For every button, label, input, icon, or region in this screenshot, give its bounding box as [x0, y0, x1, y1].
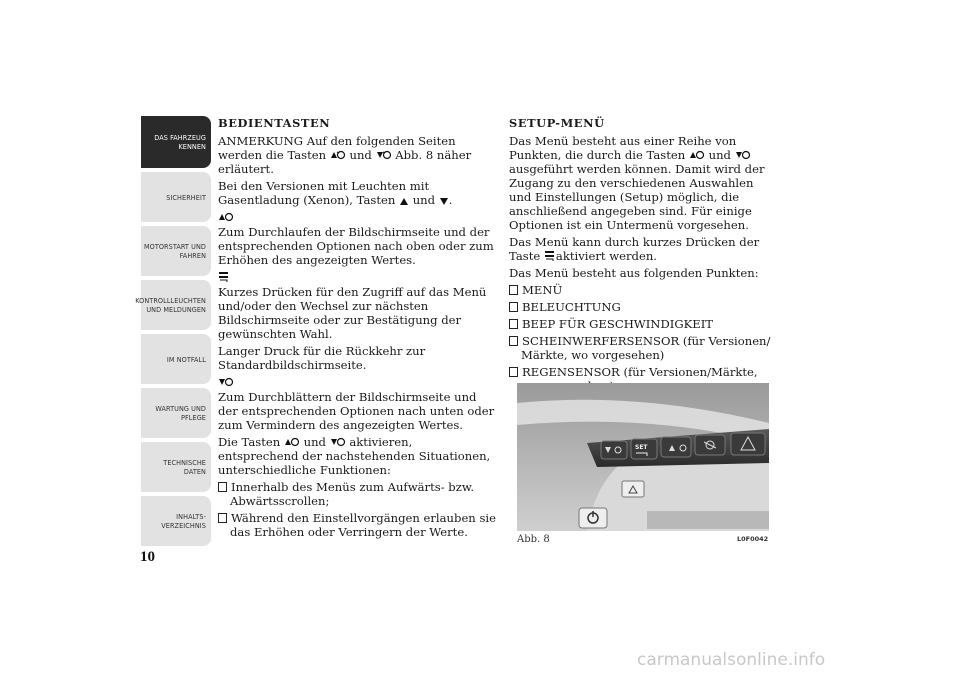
up-arrow-icon: [399, 196, 409, 206]
checkbox-bullet-icon: [218, 513, 227, 523]
down-arrow-icon: [439, 196, 449, 206]
checkbox-bullet-icon: [509, 367, 518, 377]
tab-kontrollleuchten[interactable]: KONTROLLLEUCHTEN UND MELDUNGEN: [141, 280, 211, 330]
section-heading-bedientasten: BEDIENTASTEN: [218, 116, 331, 130]
list-item: Während den Einstellvorgängen erlauben sie das Erhöhen oder Verringern der Werte.: [218, 511, 496, 539]
up-button-description: Zum Durchlaufen der Bildschirmseite und der entsprechenden Optionen nach oben oder zum Erhöhen des angezeigten Wertes.: [218, 225, 494, 267]
tab-inhaltsverzeichnis[interactable]: INHALTS- VERZEICHNIS: [141, 496, 211, 546]
watermark: carmanualsonline.info: [637, 650, 826, 670]
down-light-icon: [218, 375, 234, 388]
list-item: SCHEINWERFERSENSOR (für Versionen/ Märkte, wo vorgesehen): [509, 334, 774, 362]
up-light-icon: [284, 436, 300, 448]
up-light-icon: [218, 210, 234, 223]
up-light-icon: [330, 149, 346, 161]
paragraph-xenon: Bei den Versionen mit Leuchten mit Gasentladung (Xenon), Tasten und .: [218, 179, 453, 207]
checkbox-bullet-icon: [218, 482, 227, 492]
list-item: MENÜ: [509, 283, 774, 297]
section-heading-setup-menu: SETUP-MENÜ: [509, 116, 605, 130]
checkbox-bullet-icon: [509, 285, 518, 295]
down-light-icon: [376, 149, 392, 161]
dashboard-illustration: [517, 383, 769, 531]
up-light-icon: [689, 149, 705, 161]
page-number: 10: [140, 549, 155, 565]
set-button-description-short: Kurzes Drücken für den Zugriff auf das Menü und/oder den Wechsel zur nächsten Bildschirmseite oder zur Bestätigung der gewünschten Wahl.: [218, 285, 487, 341]
sidebar-nav: [135, 116, 211, 550]
tab-das-fahrzeug-kennen[interactable]: DAS FAHRZEUG KENNEN: [141, 116, 211, 168]
figure-caption: Abb. 8: [517, 534, 550, 545]
tab-wartung-und-pflege[interactable]: WARTUNG UND PFLEGE: [141, 388, 211, 438]
list-item: BELEUCHTUNG: [509, 300, 774, 314]
svg-text:SET: SET: [635, 444, 648, 451]
down-button-description: Zum Durchblättern der Bildschirmseite und der entsprechenden Optionen nach unten oder zum Vermindern des angezeigten Wertes.: [218, 390, 495, 432]
paragraph-menu-activation: Das Menü kann durch kurzes Drücken der Taste aktiviert werden.: [509, 235, 760, 263]
set-esc-icon: [218, 270, 230, 283]
checkbox-bullet-icon: [509, 336, 518, 346]
set-button-description-long: Langer Druck für die Rückkehr zur Standardbildschirmseite.: [218, 344, 426, 372]
paragraph-menu-items-intro: Das Menü besteht aus folgenden Punkten:: [509, 266, 759, 280]
paragraph-tasten-aktivieren: Die Tasten und aktivieren, entsprechend der nachstehenden Situationen, unterschiedliche Funktionen:: [218, 435, 491, 477]
list-item: BEEP FÜR GESCHWINDIGKEIT: [509, 317, 774, 331]
tab-motorstart-und-fahren[interactable]: MOTORSTART UND FAHREN: [141, 226, 211, 276]
checkbox-bullet-icon: [509, 302, 518, 312]
paragraph-anmerkung: ANMERKUNG Auf den folgenden Seiten werden die Tasten und Abb. 8 näher erläutert.: [218, 134, 472, 176]
list-item: Innerhalb des Menüs zum Aufwärts- bzw. Abwärtsscrollen;: [218, 480, 496, 508]
figure-code: L0F0042: [737, 535, 769, 543]
figure-dashboard-buttons: [517, 383, 769, 531]
tab-technische-daten[interactable]: TECHNISCHE DATEN: [141, 442, 211, 492]
list-item: REGENSENSOR (für Versionen/Märkte,: [509, 365, 774, 393]
down-light-icon: [330, 436, 346, 448]
set-esc-icon: [544, 250, 556, 262]
tab-sicherheit[interactable]: SICHERHEIT: [141, 172, 211, 222]
paragraph-menu-intro: Das Menü besteht aus einer Reihe von Punkten, die durch die Tasten und ausgeführt werden können. Damit wird der Zugang zu den verschiedenen Auswahlen und Einstellungen (Setup) möglich, die anschließend angegeben sind. Für einige Optionen ist ein Untermenü vorgesehen.: [509, 134, 765, 232]
tab-im-notfall[interactable]: IM NOTFALL: [141, 334, 211, 384]
checkbox-bullet-icon: [509, 319, 518, 329]
right-column: [509, 116, 774, 396]
left-column: [218, 116, 496, 542]
down-light-icon: [735, 149, 751, 161]
